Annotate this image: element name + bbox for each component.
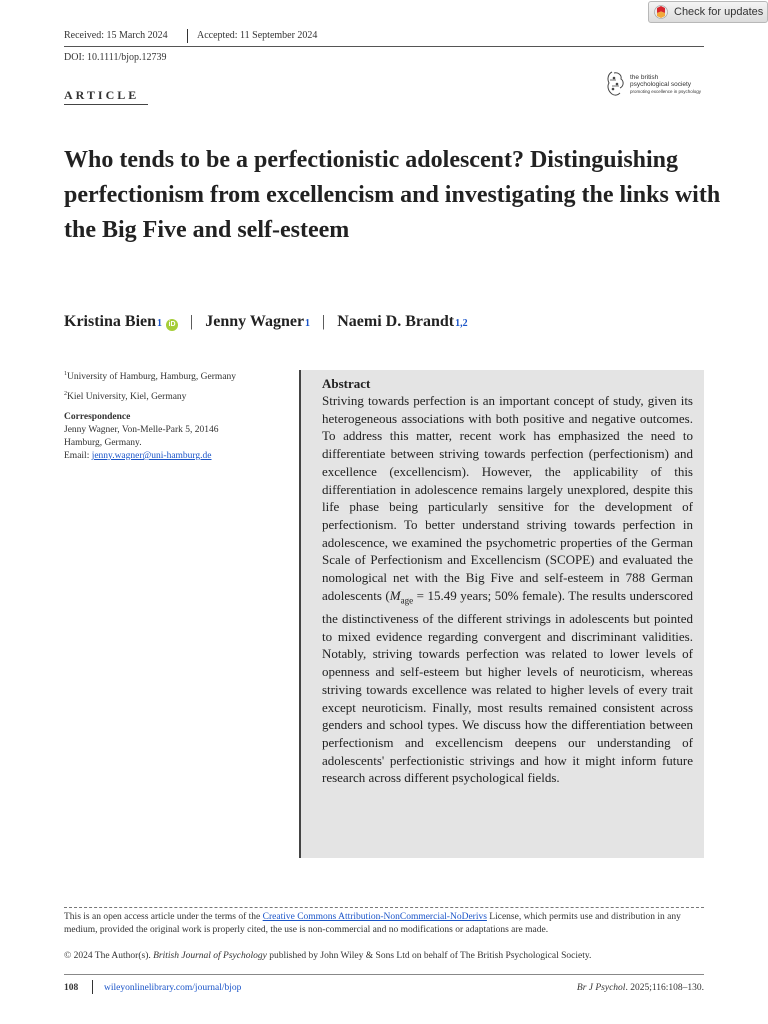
footer-separator [92, 980, 93, 994]
header-separator [187, 29, 188, 43]
author-name: Jenny Wagner [205, 313, 305, 330]
author-affiliation-ref[interactable]: 1 [305, 318, 311, 329]
correspondence-heading: Correspondence [64, 412, 131, 422]
check-for-updates-button[interactable] [648, 1, 768, 23]
crossmark-icon [654, 5, 668, 19]
bps-wordmark: the british psychological society promoting excellence in psychology [630, 74, 702, 94]
article-type-label: ARTICLE [64, 88, 140, 102]
abstract-text: Striving towards perfection is an important concept of study, given its heterogeneous associations with both positive and negative outcomes. To address this matter, recent work has emphasized the need to differentiate between striving towards perfection (perfectionism) and excellence (excellencism). However, the applicability of this differentiation in adolescence remains largely unexplored, despite this life phase being particularly sensitive for the development of perfectionism. To better understand striving towards perfection in adolescence, we examined the psychometric properties of the German Scale of Perfectionism and Excellencism (SCOPE) and evaluated the nomological net with the Big Five and self-esteem in 788 German adolescents ($M_{age} = 15.49$ years; 50% female). The results underscored the distinctiveness of the different strivings in adolescents but pointed to mixed evidence regarding convergent and discriminant validities. Notably, striving towards perfection was related to lower levels of openness and self-esteem but higher levels of neuroticism, whereas striving towards excellence was related to higher levels of every trait except neuroticism. Finally, most results remained consistent across genders and school types. We discuss how the differentiation between perfectionism and excellencism deepens our understanding of adolescents' perfectionistic strivings and how it might inform future research across different psychological fields. [322, 393, 693, 786]
author-name: Naemi D. Brandt [337, 313, 455, 330]
author-affiliation-ref[interactable]: 1,2 [455, 318, 468, 329]
journal-url-link[interactable]: wileyonlinelibrary.com/journal/bjop [104, 983, 242, 993]
check-for-updates-label: Check for updates [674, 6, 764, 18]
author-separator: | [190, 313, 194, 330]
doi: DOI: 10.1111/bjop.12739 [64, 52, 167, 63]
bps-logo-icon [604, 68, 628, 98]
accepted-date: Accepted: 11 September 2024 [197, 30, 318, 41]
license-notice: This is an open access article under the terms of the Creative Commons Attribution-NonCommercial-NoDerivs License, which permits use and distribution in any medium, provided the original work is properly cited, the use is non-commercial and no modifications or adaptations are made. [64, 912, 681, 935]
journal-citation: Br J Psychol. 2025;116:108–130. [576, 983, 704, 993]
author-separator: | [322, 313, 326, 330]
orcid-icon[interactable]: iD [166, 319, 178, 331]
article-title: Who tends to be a perfectionistic adolescent? Distinguishing perfectionism from excellencism and investigating the links with the Big Five and self-esteem [64, 147, 721, 243]
author-list [64, 313, 468, 331]
affiliation-item: $^1$University of Hamburg, Hamburg, Germany [64, 371, 237, 383]
page-number: 108 [64, 983, 79, 993]
header-rule [64, 46, 704, 47]
license-divider [64, 907, 704, 908]
footer-rule [64, 974, 704, 975]
affiliations [64, 366, 236, 406]
cc-license-link[interactable]: Creative Commons Attribution-NonCommercial-NoDerivs [262, 912, 487, 922]
copyright-notice: © 2024 The Author(s). British Journal of Psychology published by John Wiley & Sons Ltd on behalf of The British Psychological Society. [64, 951, 592, 961]
article-type-underline [64, 104, 148, 105]
abstract-accent-bar [299, 370, 301, 858]
correspondence: Correspondence Jenny Wagner, Von-Melle-Park 5, 20146 Hamburg, Germany. Email: jenny.wagner@uni-hamburg.de [64, 412, 219, 461]
author-name: Kristina Bien [64, 313, 157, 330]
affiliation-item: $^2$Kiel University, Kiel, Germany [64, 391, 187, 403]
email-link[interactable]: jenny.wagner@uni-hamburg.de [91, 451, 212, 461]
received-date: Received: 15 March 2024 [64, 30, 168, 41]
abstract-heading: Abstract [322, 376, 371, 391]
author-affiliation-ref[interactable]: 1 [157, 318, 163, 329]
